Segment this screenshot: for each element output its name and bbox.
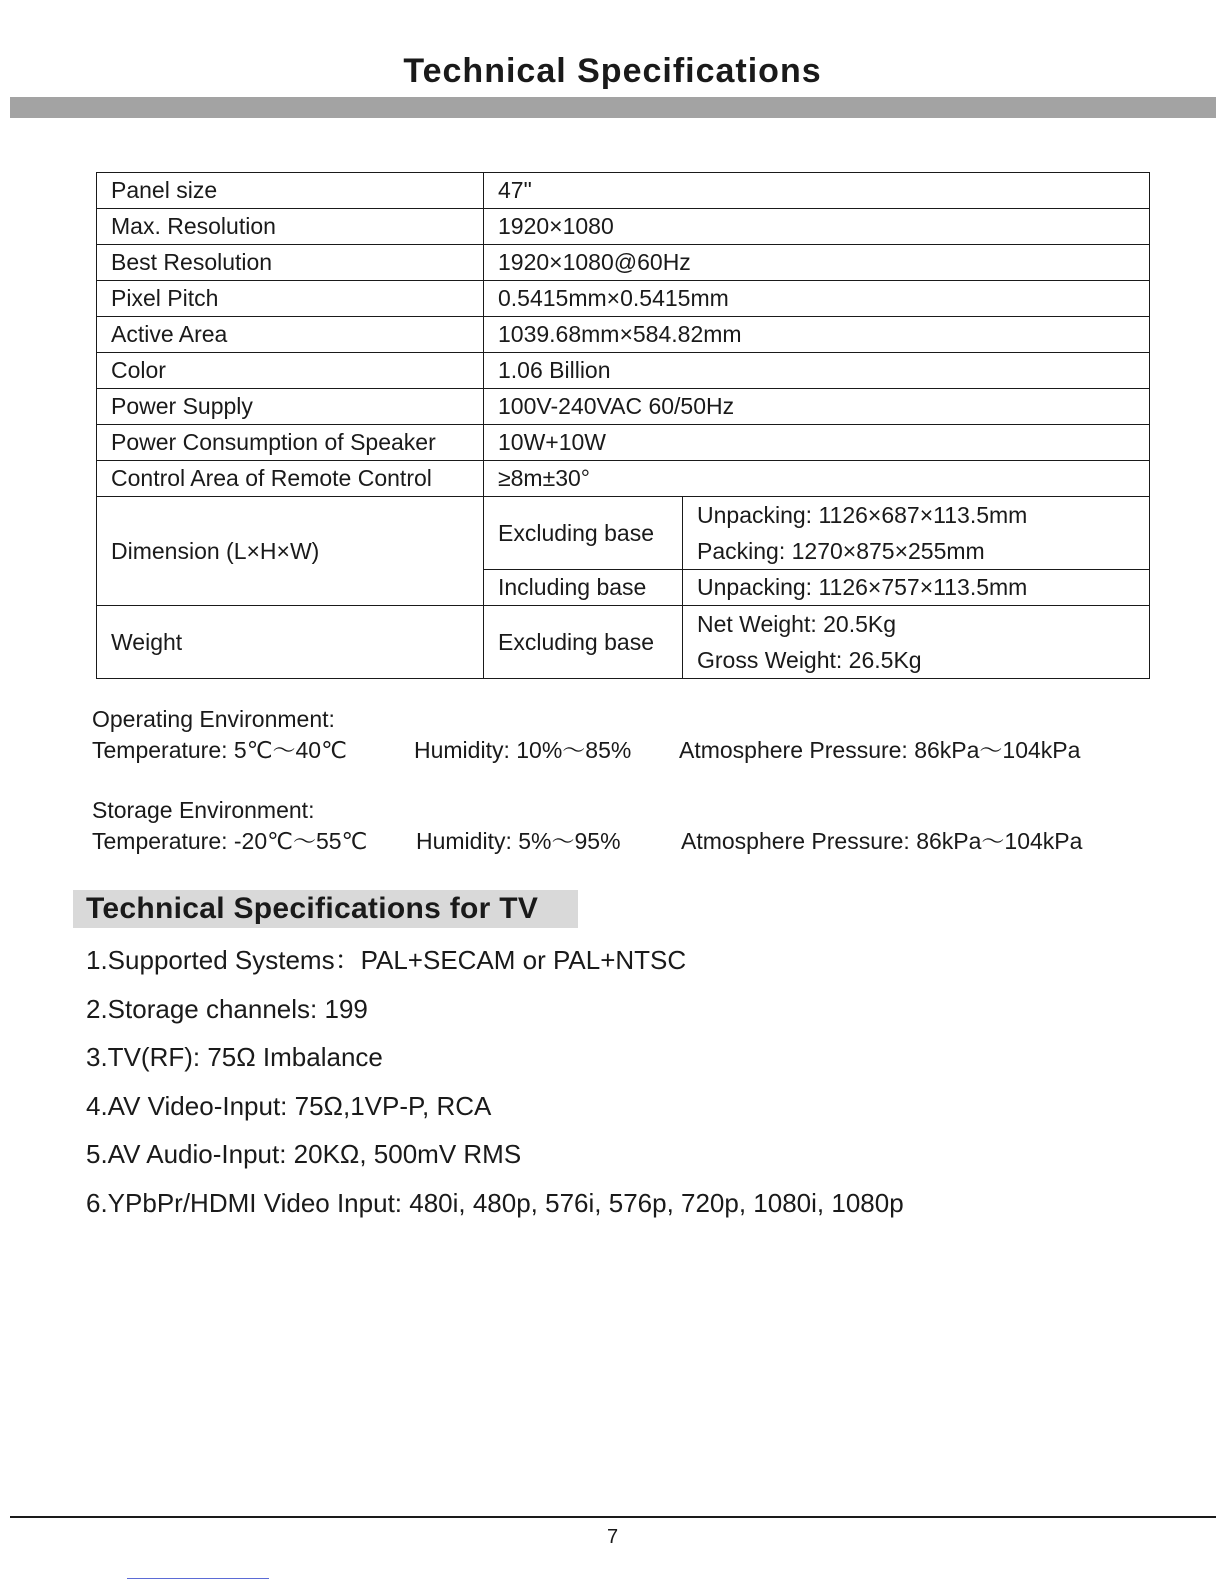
dimension-packing: Packing: 1270×875×255mm (697, 538, 985, 564)
table-row (97, 173, 1150, 209)
spec-value: 1039.68mm×584.82mm (484, 317, 1150, 353)
tv-specs-list (86, 942, 904, 1233)
table-row (97, 353, 1150, 389)
spec-value: 1920×1080 (484, 209, 1150, 245)
operating-environment (92, 704, 1081, 766)
list-item: 6.YPbPr/HDMI Video Input: 480i, 480p, 576i, 576p, 720p, 1080i, 1080p (86, 1187, 904, 1218)
table-row (97, 245, 1150, 281)
spec-value: 47" (484, 173, 1150, 209)
spec-value: 1.06 Billion (484, 353, 1150, 389)
spec-label: Power Consumption of Speaker (97, 425, 484, 461)
spec-value: 0.5415mm×0.5415mm (484, 281, 1150, 317)
table-row (97, 281, 1150, 317)
spec-label: Color (97, 353, 484, 389)
title-bar (10, 97, 1216, 118)
storage-env-heading: Storage Environment: (92, 797, 315, 823)
list-item: 5.AV Audio-Input: 20KΩ, 500mV RMS (86, 1139, 522, 1169)
list-item: 1.Supported Systems：PAL+SECAM or PAL+NTSC (86, 945, 687, 975)
spec-table (96, 172, 1150, 679)
spec-label: Panel size (97, 173, 484, 209)
gross-weight: Gross Weight: 26.5Kg (697, 647, 922, 673)
dimension-unpacking: Unpacking: 1126×687×113.5mm (697, 502, 1028, 528)
weight-label: Weight (97, 606, 484, 679)
table-row (97, 425, 1150, 461)
net-weight: Net Weight: 20.5Kg (697, 611, 897, 637)
dimension-excluding-values (683, 497, 1150, 570)
operating-temperature: Temperature: 5℃～40℃ (92, 737, 347, 763)
footer-rule (10, 1516, 1216, 1518)
spec-value: 1920×1080@60Hz (484, 245, 1150, 281)
spec-value: ≥8m±30° (484, 461, 1150, 497)
list-item: 4.AV Video-Input: 75Ω,1VP-P, RCA (86, 1090, 492, 1121)
storage-environment (92, 795, 1083, 857)
dimension-excluding-label: Excluding base (484, 497, 683, 570)
list-item: 3.TV(RF): 75Ω Imbalance (86, 1042, 383, 1072)
page-number: 7 (606, 1526, 619, 1548)
link-underline (127, 1578, 269, 1579)
storage-pressure: Atmosphere Pressure: 86kPa～104kPa (681, 828, 1083, 854)
spec-label: Best Resolution (97, 245, 484, 281)
operating-pressure: Atmosphere Pressure: 86kPa～104kPa (679, 737, 1081, 763)
spec-label: Max. Resolution (97, 209, 484, 245)
spec-value: 10W+10W (484, 425, 1150, 461)
tv-specs-heading: Technical Specifications for TV (73, 890, 578, 928)
table-row (97, 497, 1150, 570)
table-row (97, 461, 1150, 497)
spec-label: Pixel Pitch (97, 281, 484, 317)
table-row (97, 209, 1150, 245)
weight-excluding-label: Excluding base (484, 606, 683, 679)
page-title: Technical Specifications (403, 52, 822, 90)
operating-env-heading: Operating Environment: (92, 706, 335, 732)
dimension-label: Dimension (L×H×W) (97, 497, 484, 606)
spec-value: 100V-240VAC 60/50Hz (484, 389, 1150, 425)
dimension-including-label: Including base (484, 570, 683, 606)
storage-humidity: Humidity: 5%～95% (416, 828, 621, 854)
spec-label: Power Supply (97, 389, 484, 425)
operating-env-line (92, 735, 1081, 766)
weight-values (683, 606, 1150, 679)
storage-temperature: Temperature: -20℃～55℃ (92, 828, 368, 854)
list-item: 2.Storage channels: 199 (86, 993, 368, 1024)
table-row (97, 389, 1150, 425)
dimension-including-unpacking: Unpacking: 1126×757×113.5mm (683, 570, 1150, 606)
spec-label: Control Area of Remote Control (97, 461, 484, 497)
table-row (97, 606, 1150, 679)
table-row (97, 317, 1150, 353)
spec-label: Active Area (97, 317, 484, 353)
storage-env-line (92, 826, 1083, 857)
operating-humidity: Humidity: 10%～85% (414, 737, 632, 763)
